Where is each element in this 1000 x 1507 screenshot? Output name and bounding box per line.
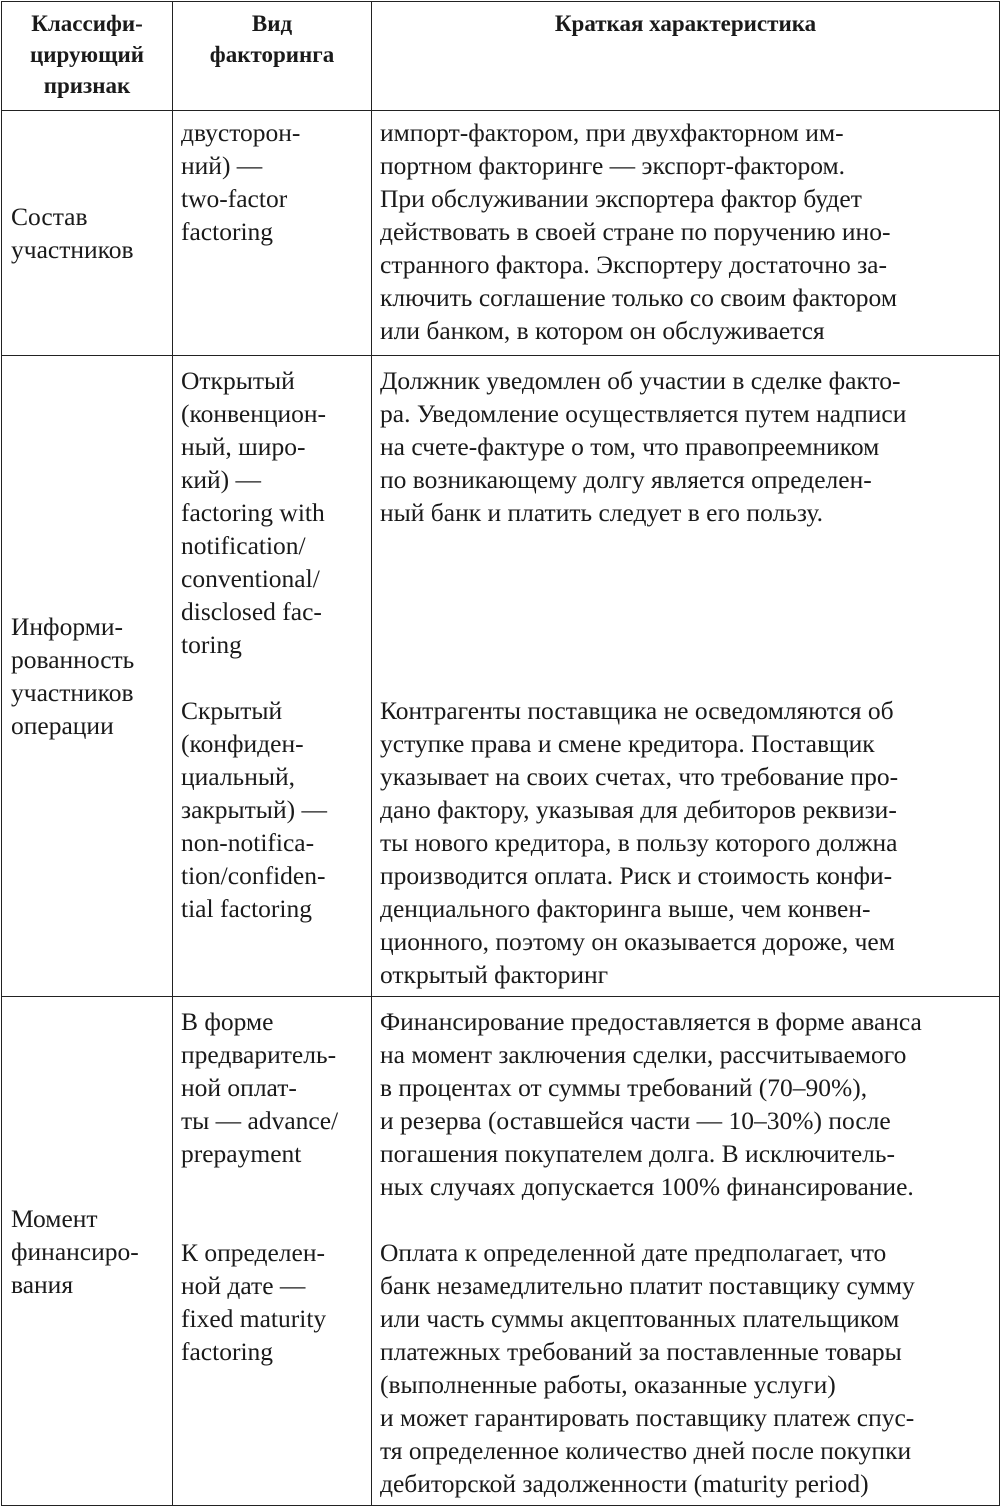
type-line: ний) — xyxy=(181,151,263,180)
type-line: ный, широ- xyxy=(181,432,306,461)
type-line: factoring xyxy=(181,1337,274,1366)
description-line: действовать в своей стране по поручению ино- xyxy=(380,217,891,246)
type-line: conventional/ xyxy=(181,564,320,593)
description-line: ключить соглашение только со своим фактором xyxy=(380,283,897,312)
description-line: При обслуживании экспортера фактор будет xyxy=(380,184,862,213)
type-line: двусторон- xyxy=(181,118,301,147)
description-cell xyxy=(372,111,1000,356)
header-type-line: Вид xyxy=(251,11,293,36)
description-line: ты нового кредитора, в пользу которого должна xyxy=(380,828,898,857)
description-entry xyxy=(380,694,995,991)
header-criterion xyxy=(2,2,173,111)
type-line: ты — advance/ xyxy=(181,1106,339,1135)
criterion-line: участников xyxy=(11,235,134,264)
type-line: tion/confiden- xyxy=(181,861,326,890)
header-factoring-type xyxy=(173,2,372,111)
type-line: предваритель- xyxy=(181,1040,337,1069)
criterion-cell xyxy=(2,356,173,997)
description-line: ных случаях допускается 100% финансирование. xyxy=(380,1172,914,1201)
description-line: платежных требований за поставленные товары xyxy=(380,1337,902,1366)
type-line: non-notifica- xyxy=(181,828,315,857)
type-line: циальный, xyxy=(181,762,295,791)
description-line: Оплата к определенной дате предполагает, что xyxy=(380,1238,887,1267)
description-line: погашения покупателем долга. В исключитель- xyxy=(380,1139,895,1168)
type-line: К определен- xyxy=(181,1238,325,1267)
description-entry xyxy=(380,1236,995,1500)
type-line: toring xyxy=(181,630,242,659)
description-line: производится оплата. Риск и стоимость конфи- xyxy=(380,861,893,890)
type-entry xyxy=(181,364,367,661)
type-line: Скрытый xyxy=(181,696,283,725)
description-cell xyxy=(372,356,1000,997)
factoring-type-cell xyxy=(173,111,372,356)
description-line: ционного, поэтому он оказывается дороже, чем xyxy=(380,927,895,956)
description-line: ный банк и платить следует в его пользу. xyxy=(380,498,823,527)
type-line: tial factoring xyxy=(181,894,312,923)
type-line: (конвенцион- xyxy=(181,399,327,428)
type-line: fixed maturity xyxy=(181,1304,327,1333)
type-line: factoring xyxy=(181,217,274,246)
type-line: Открытый xyxy=(181,366,295,395)
description-entry xyxy=(380,364,995,694)
criterion-line: Момент xyxy=(11,1203,98,1233)
header-criterion-line: цирующий xyxy=(30,42,144,67)
criterion-line: участников xyxy=(11,678,134,707)
criterion-line: Информи- xyxy=(11,612,123,641)
description-line: денциального факторинга выше, чем конвен- xyxy=(380,894,871,923)
description-cell xyxy=(372,997,1000,1506)
description-line: на счете-фактуре о том, что правопреемником xyxy=(380,432,880,461)
description-line: или банком, в котором он обслуживается xyxy=(380,316,825,345)
table-row xyxy=(2,356,1000,997)
type-line: disclosed fac- xyxy=(181,597,322,626)
description-line: указывает на своих счетах, что требование про- xyxy=(380,762,899,791)
table-row xyxy=(2,111,1000,356)
description-line: ра. Уведомление осуществляется путем надписи xyxy=(380,399,907,428)
type-line: закрытый) — xyxy=(181,795,327,824)
header-description-line: Краткая характеристика xyxy=(554,11,817,36)
type-line: В форме xyxy=(181,1007,274,1036)
type-line: (конфиден- xyxy=(181,729,304,758)
type-entry xyxy=(181,1236,367,1368)
type-line: notification/ xyxy=(181,531,306,560)
criterion-line: финансиро- xyxy=(11,1236,139,1266)
description-line: (выполненные работы, оказанные услуги) xyxy=(380,1370,836,1399)
description-line: и резерва (оставшейся части — 10–30%) после xyxy=(380,1106,891,1135)
type-line: factoring with xyxy=(181,498,325,527)
description-line: портном факторинге — экспорт-фактором. xyxy=(380,151,846,180)
criterion-line: вания xyxy=(11,1269,74,1299)
description-line: импорт-фактором, при двухфакторном им- xyxy=(380,118,844,147)
criterion-line: Состав xyxy=(11,202,88,231)
description-line: Должник уведомлен об участии в сделке факто- xyxy=(380,366,901,395)
description-line: дано фактору, указывая для дебиторов реквизи- xyxy=(380,795,897,824)
description-line: по возникающему долгу является определен- xyxy=(380,465,872,494)
description-line: на момент заключения сделки, рассчитываемого xyxy=(380,1040,907,1069)
description-entry xyxy=(380,1005,995,1236)
description-line: открытый факторинг xyxy=(380,960,609,989)
type-line: кий) — xyxy=(181,465,262,494)
description-line: банк незамедлительно платит поставщику сумму xyxy=(380,1271,915,1300)
criterion-cell xyxy=(2,111,173,356)
description-line: тя определенное количество дней после покупки xyxy=(380,1436,912,1465)
table-row xyxy=(2,997,1000,1506)
type-line: prepayment xyxy=(181,1139,302,1168)
type-line: ной дате — xyxy=(181,1271,306,1300)
factoring-classification-table xyxy=(1,1,1000,1506)
criterion-line: рованность xyxy=(11,645,135,674)
description-line: или часть суммы акцептованных плательщиком xyxy=(380,1304,900,1333)
description-line: уступке права и смене кредитора. Поставщик xyxy=(380,729,875,758)
description-line: Контрагенты поставщика не осведомляются об xyxy=(380,696,894,725)
header-type-line: факторинга xyxy=(209,42,335,67)
type-line: two-factor xyxy=(181,184,288,213)
header-criterion-line: признак xyxy=(43,73,131,98)
criterion-cell xyxy=(2,997,173,1506)
header-criterion-line: Классифи- xyxy=(31,11,143,36)
description-line: странного фактора. Экспортеру достаточно за- xyxy=(380,250,887,279)
description-line: Финансирование предоставляется в форме аванса xyxy=(380,1007,922,1036)
type-entry xyxy=(181,1005,367,1236)
entry-spacer xyxy=(181,661,367,694)
factoring-type-cell xyxy=(173,997,372,1506)
factoring-type-cell xyxy=(173,356,372,997)
type-line: ной оплат- xyxy=(181,1073,297,1102)
header-description xyxy=(372,2,1000,111)
table-header-row xyxy=(2,2,1000,111)
description-line: дебиторской задолженности (maturity period) xyxy=(380,1469,869,1498)
type-entry xyxy=(181,694,367,925)
description-line: в процентах от суммы требований (70–90%), xyxy=(380,1073,868,1102)
description-line: и может гарантировать поставщику платеж спус- xyxy=(380,1403,915,1432)
criterion-line: операции xyxy=(11,711,114,740)
